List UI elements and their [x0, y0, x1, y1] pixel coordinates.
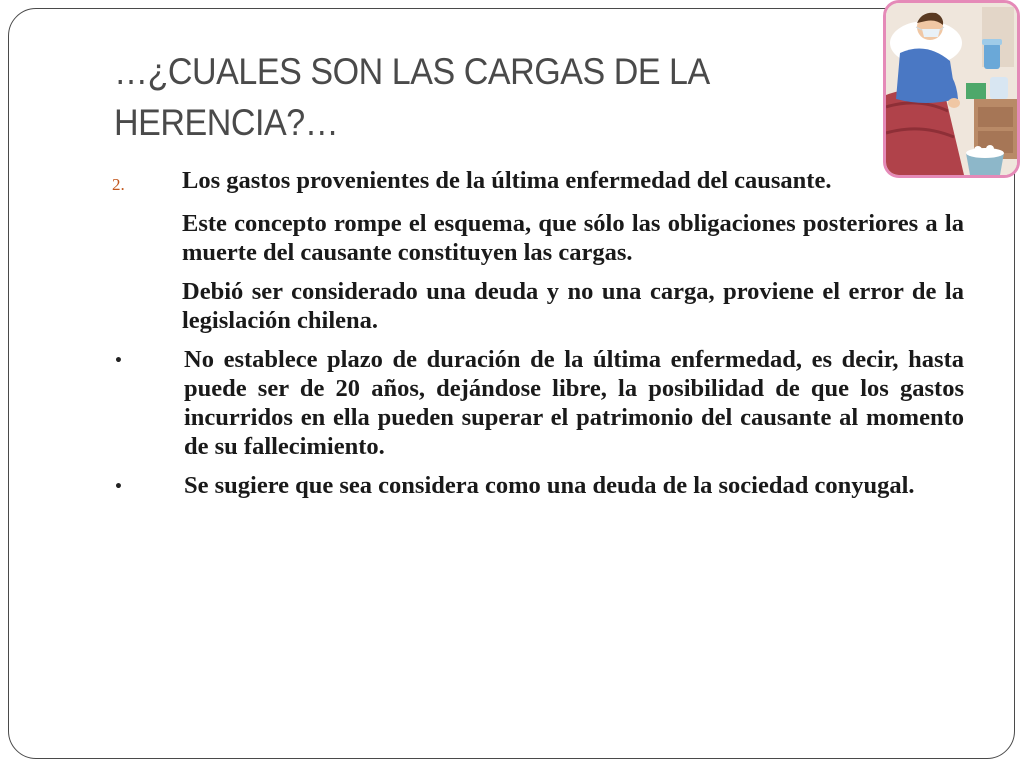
bullet-icon: • [114, 353, 123, 369]
list-paragraph [112, 277, 964, 335]
bullet-icon: • [114, 479, 123, 495]
list-item-text: Este concepto rompe el esquema, que sólo las obligaciones posteriores a la muerte del causante constituyen las cargas. [182, 210, 964, 266]
list-item-bullet [112, 345, 964, 461]
sick-person-in-bed-icon [883, 0, 1020, 178]
list-item-numbered [112, 166, 964, 199]
slide-body [112, 166, 964, 502]
slide-title: …¿CUALES SON LAS CARGAS DE LA HERENCIA?… [114, 51, 708, 143]
list-item-text: Debió ser considerado una deuda y no una carga, proviene el error de la legislación chilena. [182, 278, 964, 334]
list-paragraph [112, 209, 964, 267]
list-item-bullet [112, 471, 964, 502]
list-item-text: Se sugiere que sea considera como una deuda de la sociedad conyugal. [184, 472, 915, 499]
list-number: 2. [112, 175, 125, 194]
list-item-text: Los gastos provenientes de la última enfermedad del causante. [182, 167, 832, 194]
list-item-text: No establece plazo de duración de la última enfermedad, es decir, hasta puede ser de 20 años, dejándose libre, la posibilidad de que los gastos incurridos en ella pueden superar el patrimonio del causante al momento de su fallecimiento. [184, 346, 964, 460]
